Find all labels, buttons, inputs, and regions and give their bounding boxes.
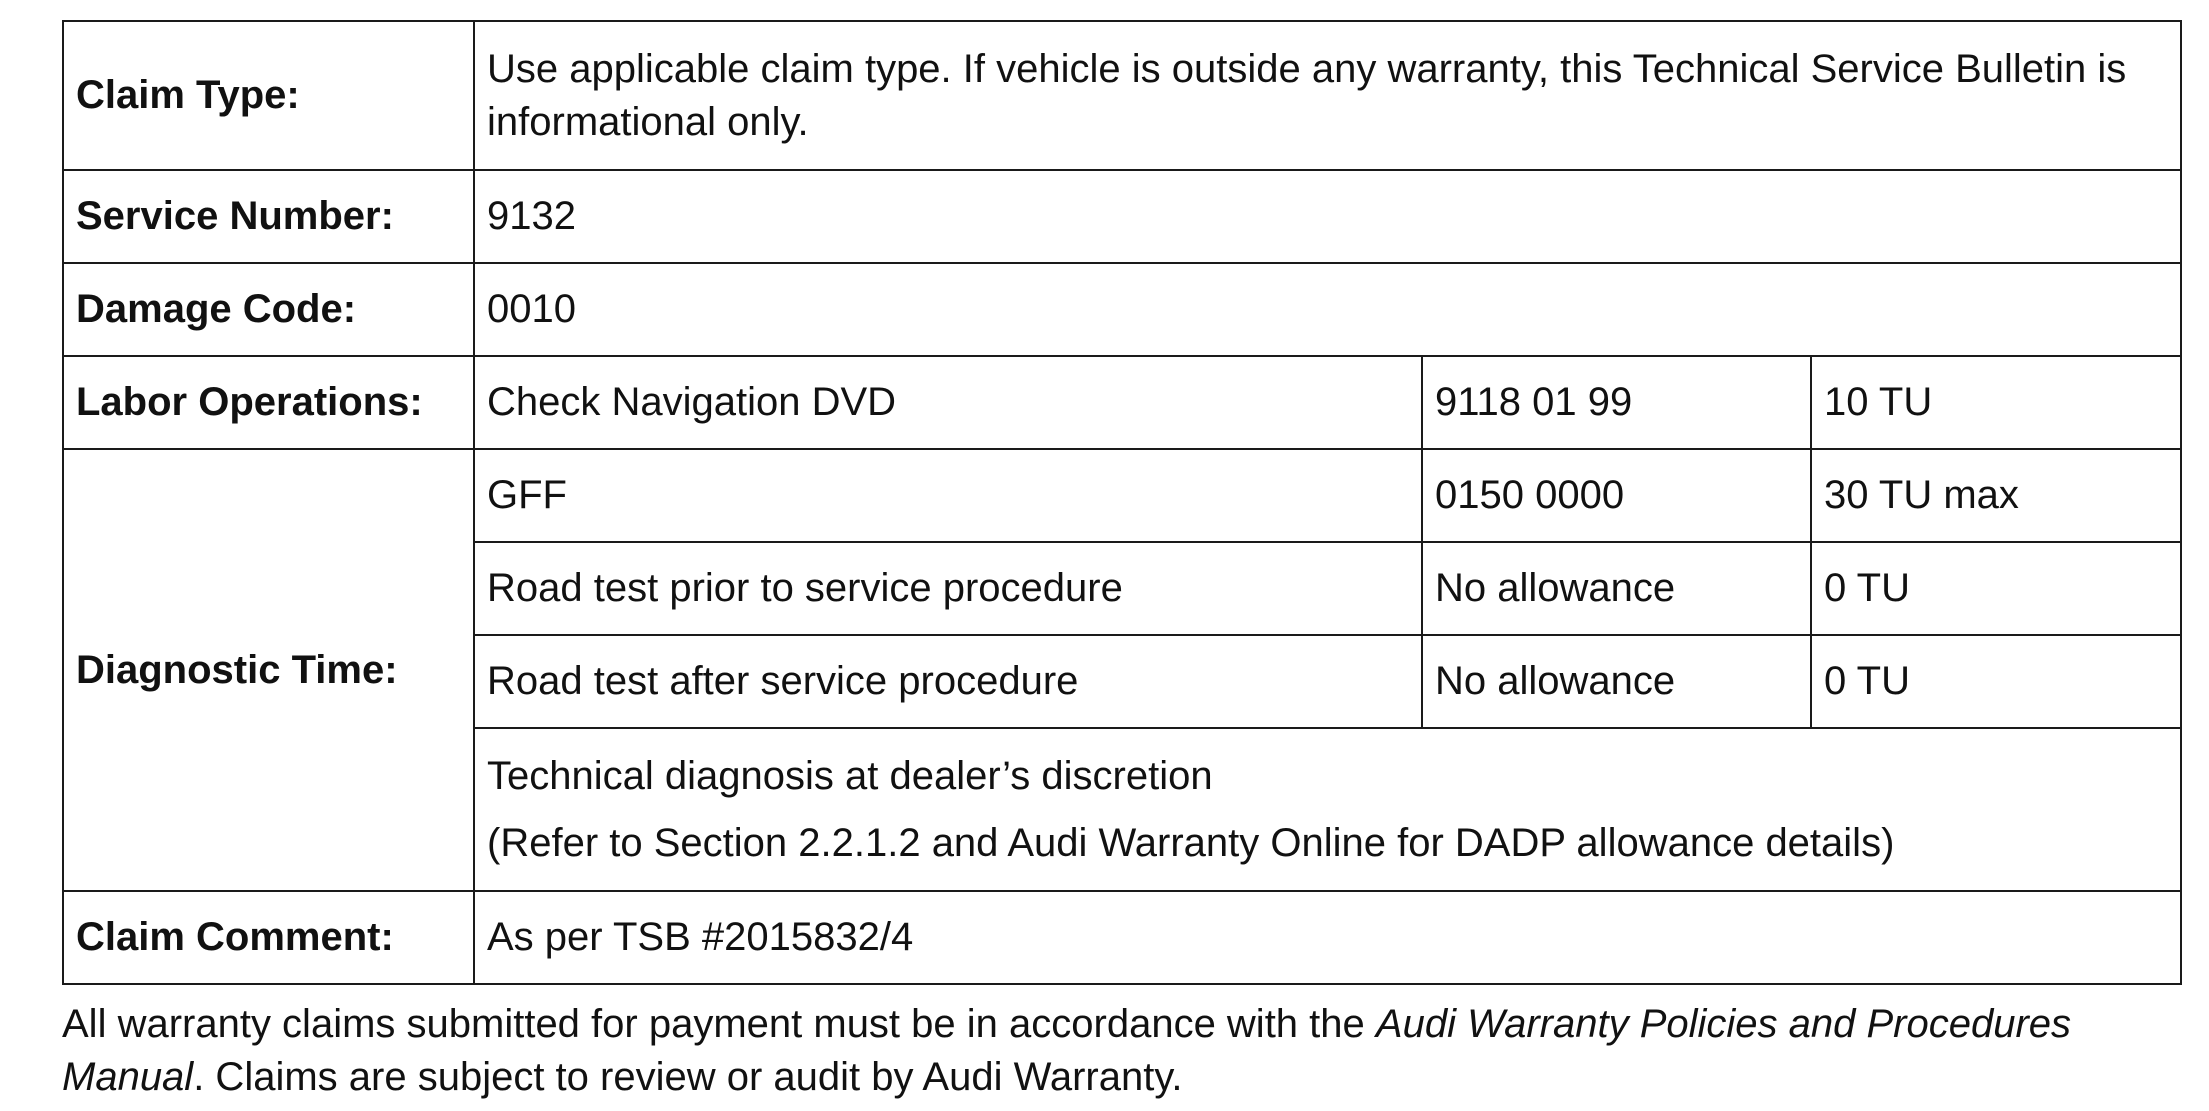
claim-comment-row [63,891,2181,984]
service-number-label: Service Number: [63,170,474,263]
diagnostic-time-label: Diagnostic Time: [63,449,474,891]
labor-operations-row [63,356,2181,449]
diagnostic-time-row [63,449,2181,542]
footer-manual-title: Audi Warranty Policies and Procedures Manual [62,1002,2072,1099]
damage-code-row [63,263,2181,356]
footer-text-before: All warranty claims submitted for payment must be in accordance with the [62,1002,1376,1046]
diagnostic-description: Road test after service procedure [474,635,1422,728]
diagnostic-time: 0 TU [1811,635,2181,728]
claim-type-label: Claim Type: [63,21,474,170]
diagnostic-time: 30 TU max [1811,449,2181,542]
footer-text-after: . Claims are subject to review or audit by Audi Warranty. [193,1055,1183,1099]
diagnostic-code: No allowance [1422,635,1811,728]
claim-comment-label: Claim Comment: [63,891,474,984]
damage-code-label: Damage Code: [63,263,474,356]
diagnostic-code: No allowance [1422,542,1811,635]
diagnostic-code: 0150 0000 [1422,449,1811,542]
service-number-row [63,170,2181,263]
service-number-value: 9132 [474,170,2181,263]
claim-comment-value: As per TSB #2015832/4 [474,891,2181,984]
damage-code-value: 0010 [474,263,2181,356]
warranty-claim-table [62,20,2182,985]
diagnostic-description: Road test prior to service procedure [474,542,1422,635]
labor-operation-time: 10 TU [1811,356,2181,449]
warranty-footer-note [62,998,2182,1104]
claim-type-value: Use applicable claim type. If vehicle is outside any warranty, this Technical Service Bulletin is informational only. [474,21,2181,170]
claim-type-row [63,21,2181,170]
labor-operations-label: Labor Operations: [63,356,474,449]
labor-operation-description: Check Navigation DVD [474,356,1422,449]
diagnostic-time: 0 TU [1811,542,2181,635]
diagnostic-description: GFF [474,449,1422,542]
labor-operation-code: 9118 01 99 [1422,356,1811,449]
technical-diagnosis-text: Technical diagnosis at dealer’s discretion [487,753,1213,798]
technical-diagnosis-reference: (Refer to Section 2.2.1.2 and Audi Warranty Online for DADP allowance details) [487,820,1895,865]
technical-diagnosis-cell [474,728,2181,891]
